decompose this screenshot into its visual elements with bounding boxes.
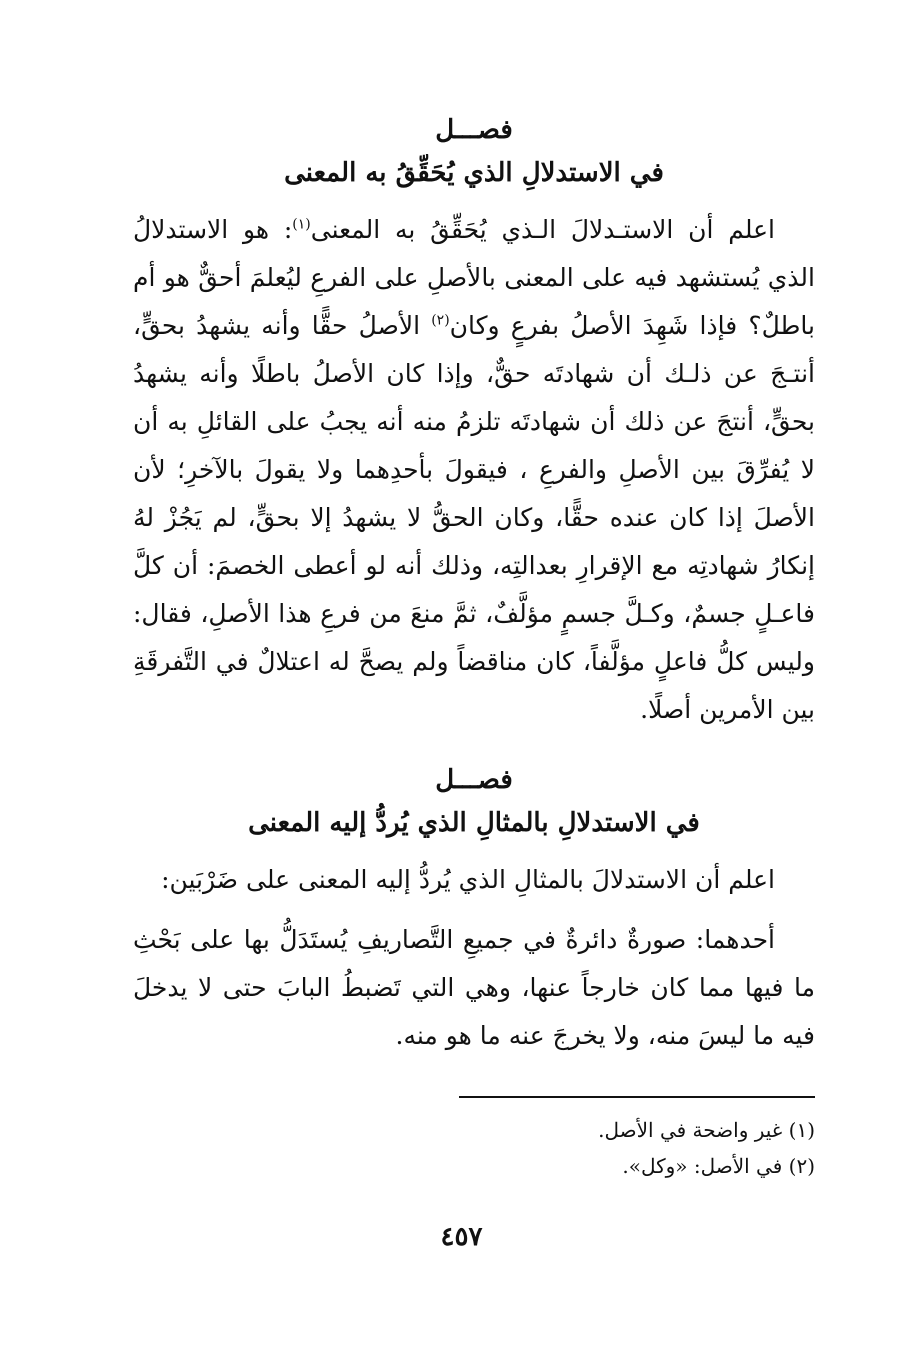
section-heading: فصـــل [435,115,513,145]
paragraph [133,206,815,734]
footnote-divider [459,1096,815,1098]
footnote: (١) غير واضحة في الأصل. [598,1118,815,1142]
page-number: ٤٥٧ [440,1222,483,1252]
paragraph-text: : هو الاستدلالُ الذي يُستشهد فيه على المعنى بالأصلِ على الفرعِ ليُعلمَ أحقٌّ هو أم باطلٌ؟ فإذا شَهِدَ الأصلُ بفرعٍ وكان [133,215,815,340]
section-heading: فصـــل [435,765,513,795]
footnote: (٢) في الأصل: «وكل». [622,1154,815,1178]
section-subheading: في الاستدلالِ الذي يُحَقِّقُ به المعنى [284,158,664,188]
footnote-reference: (١) [292,216,311,233]
paragraph: اعلم أن الاستدلالَ بالمثالِ الذي يُردُّ إليه المعنى على ضَرْبَين: [161,865,775,894]
page-body [133,110,815,1184]
paragraph-text: الأصلُ حقًّا وأنه يشهدُ بحقٍّ، أنتـجَ عن ذلـك أن شهادتَه حقٌّ، وإذا كان الأصلُ باطلًا وأنه يشهدُ بحقٍّ، أنتجَ عن ذلك أن شهادتَه تلزمُ منه أنه يجبُ على القائلِ به أن لا يُفرِّقَ بين الأصلِ والفرعِ ، فيقولَ بأحدِهما ولا يقولَ بالآخرِ؛ لأن الأصلَ إذا كان عنده حقًّا، وكان الحقُّ لا يشهدُ إلا بحقٍّ، لم يَجُزْ لهُ إنكارُ شهادتِه مع الإقرارِ بعدالتِه، وذلك أنه لو أعطى الخصمَ: أن كلَّ فاعـلٍ جسمٌ، وكـلَّ جسمٍ مؤلَّفٌ، ثمَّ منعَ من فرعِ هذا الأصلِ، فقال: وليس كلُّ فاعلٍ مؤلَّفاً، كان مناقضاً ولم يصحَّ له اعتلالٌ في التَّفرقَةِ بين الأمرين أصلًا. [133,311,815,724]
paragraph: أحدهما: صورةٌ دائرةٌ في جميعِ التَّصاريفِ يُستَدَلُّ بها على بَحْثِ ما فيها مما كان خارجاً عنها، وهي التي تَضبطُ البابَ حتى لا يدخلَ فيه ما ليسَ منه، ولا يخرجَ عنه ما هو منه. [133,925,815,1050]
section-subheading: في الاستدلالِ بالمثالِ الذي يُردُّ إليه المعنى [248,808,700,838]
paragraph-text: اعلم أن الاستـدلالَ الـذي يُحَقِّقُ به المعنى [310,215,775,244]
footnote-reference: (٢) [431,312,450,329]
